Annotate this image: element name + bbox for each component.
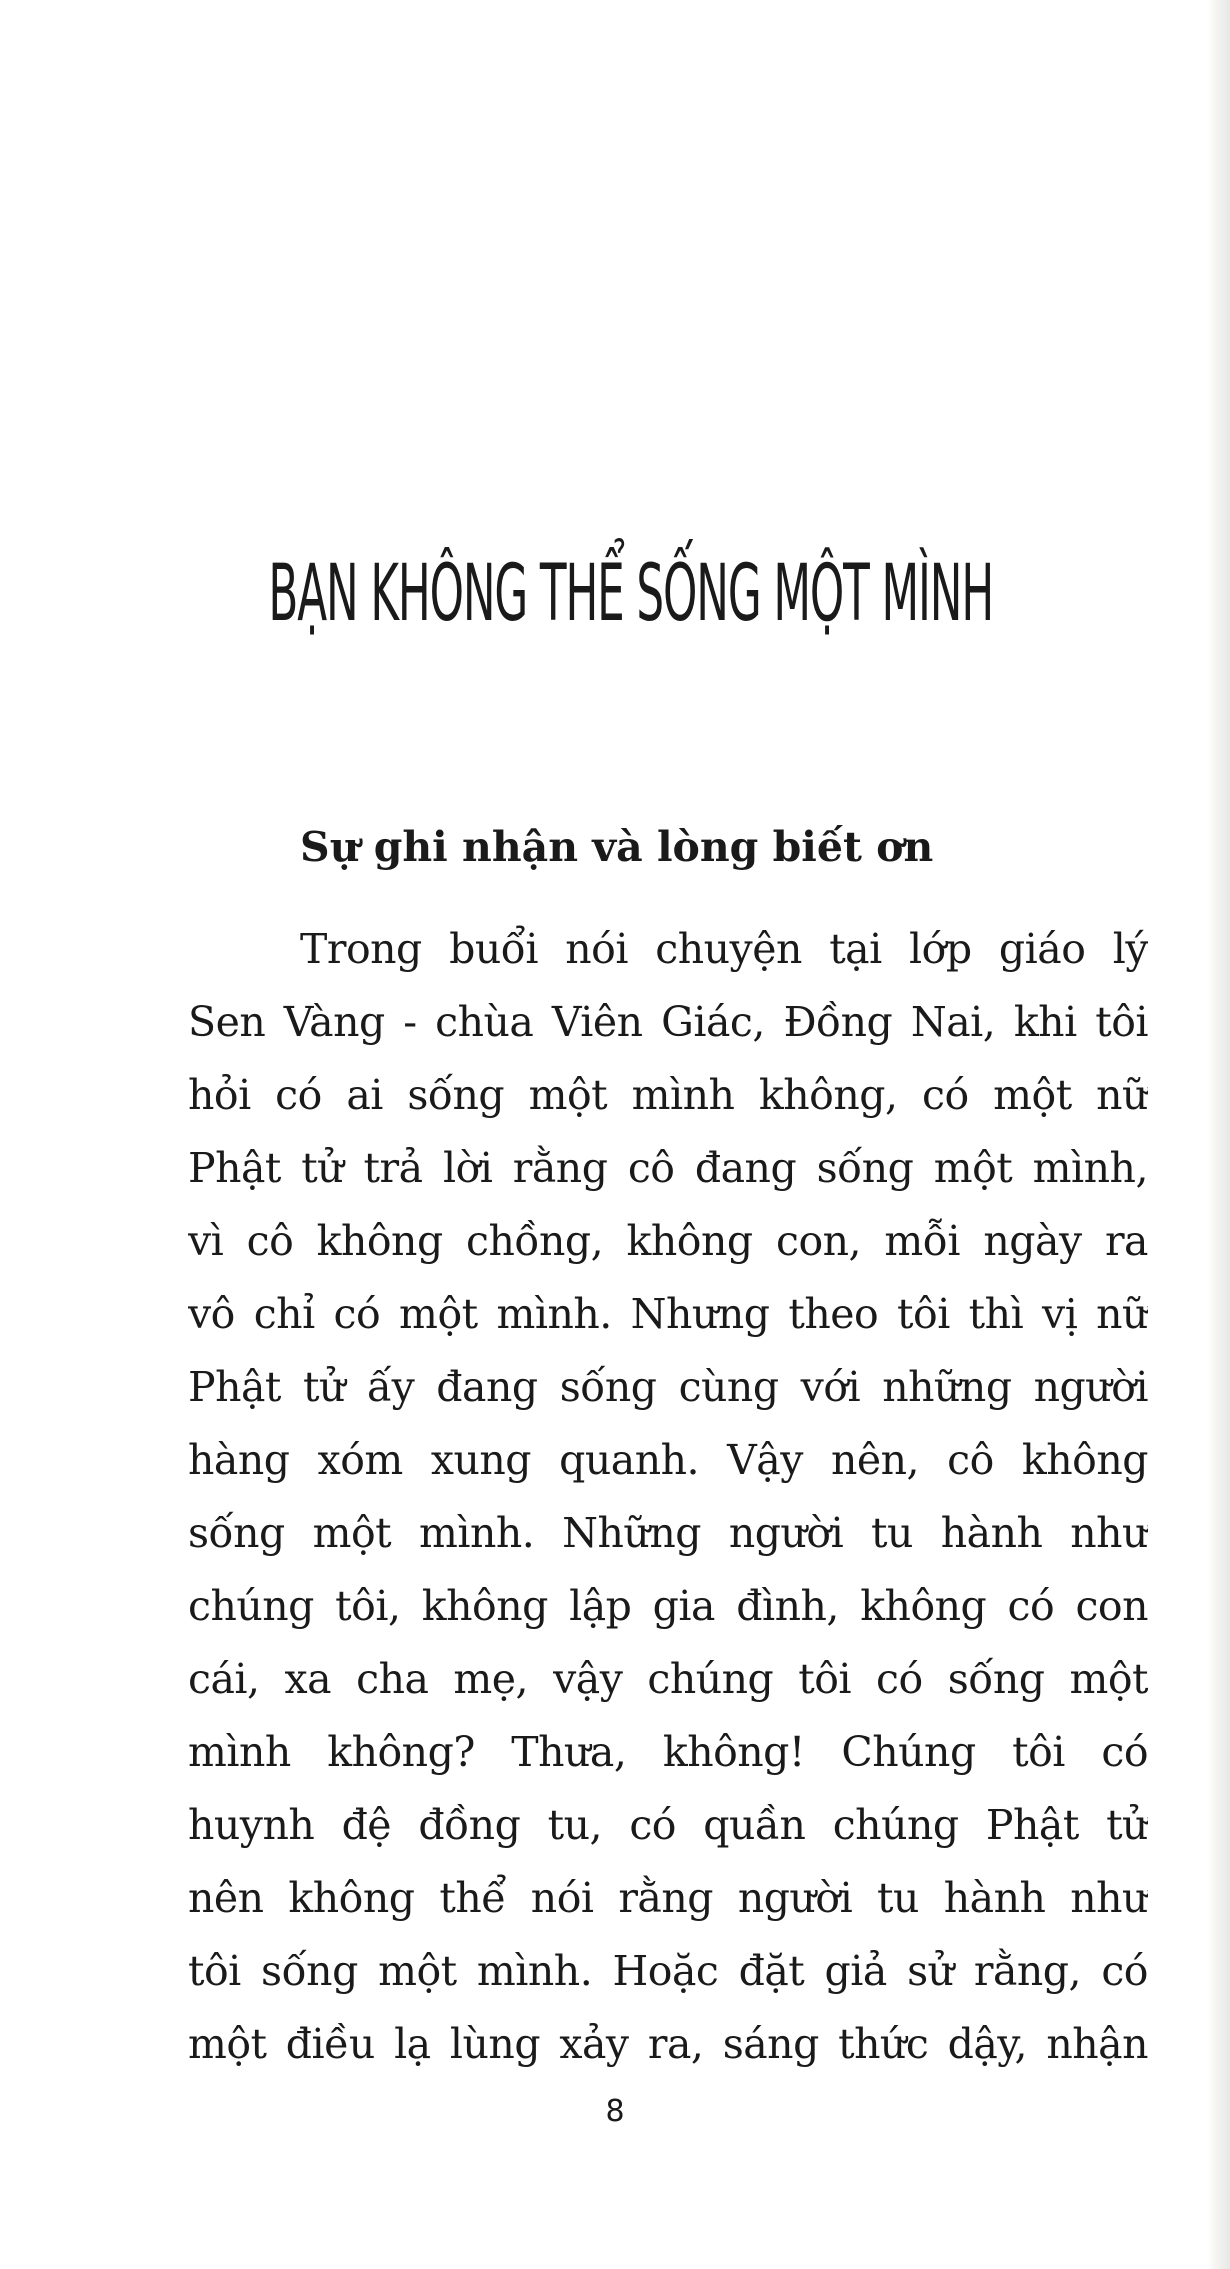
body-line: Phật tử trả lời rằng cô đang sống một mình, <box>188 1144 1148 1192</box>
section-heading: Sự ghi nhận và lòng biết ơn <box>300 823 934 871</box>
body-line: vô chỉ có một mình. Nhưng theo tôi thì vị nữ <box>188 1290 1148 1338</box>
body-line: cái, xa cha mẹ, vậy chúng tôi có sống một <box>188 1655 1148 1703</box>
body-line: chúng tôi, không lập gia đình, không có con <box>188 1582 1148 1630</box>
body-text <box>188 913 1148 2081</box>
body-line: Phật tử ấy đang sống cùng với những người <box>188 1363 1148 1411</box>
body-line: huynh đệ đồng tu, có quần chúng Phật tử <box>188 1801 1148 1849</box>
body-line: mình không? Thưa, không! Chúng tôi có <box>188 1728 1148 1776</box>
body-line: một điều lạ lùng xảy ra, sáng thức dậy, nhận <box>188 2020 1148 2068</box>
page-edge <box>1208 0 1230 2269</box>
body-line: vì cô không chồng, không con, mỗi ngày ra <box>188 1217 1148 1265</box>
body-line: nên không thể nói rằng người tu hành như <box>188 1874 1148 1922</box>
body-line: hàng xóm xung quanh. Vậy nên, cô không <box>188 1436 1148 1484</box>
chapter-title: BẠN KHÔNG THỂ SỐNG MỘT MÌNH <box>268 549 994 639</box>
body-line: Trong buổi nói chuyện tại lớp giáo lý <box>300 925 1148 973</box>
body-line: sống một mình. Những người tu hành như <box>188 1509 1148 1557</box>
body-line: hỏi có ai sống một mình không, có một nữ <box>188 1071 1148 1119</box>
body-line: tôi sống một mình. Hoặc đặt giả sử rằng, có <box>188 1947 1148 1995</box>
page-number: 8 <box>605 2094 625 2129</box>
body-line: Sen Vàng - chùa Viên Giác, Đồng Nai, khi tôi <box>188 998 1148 1046</box>
